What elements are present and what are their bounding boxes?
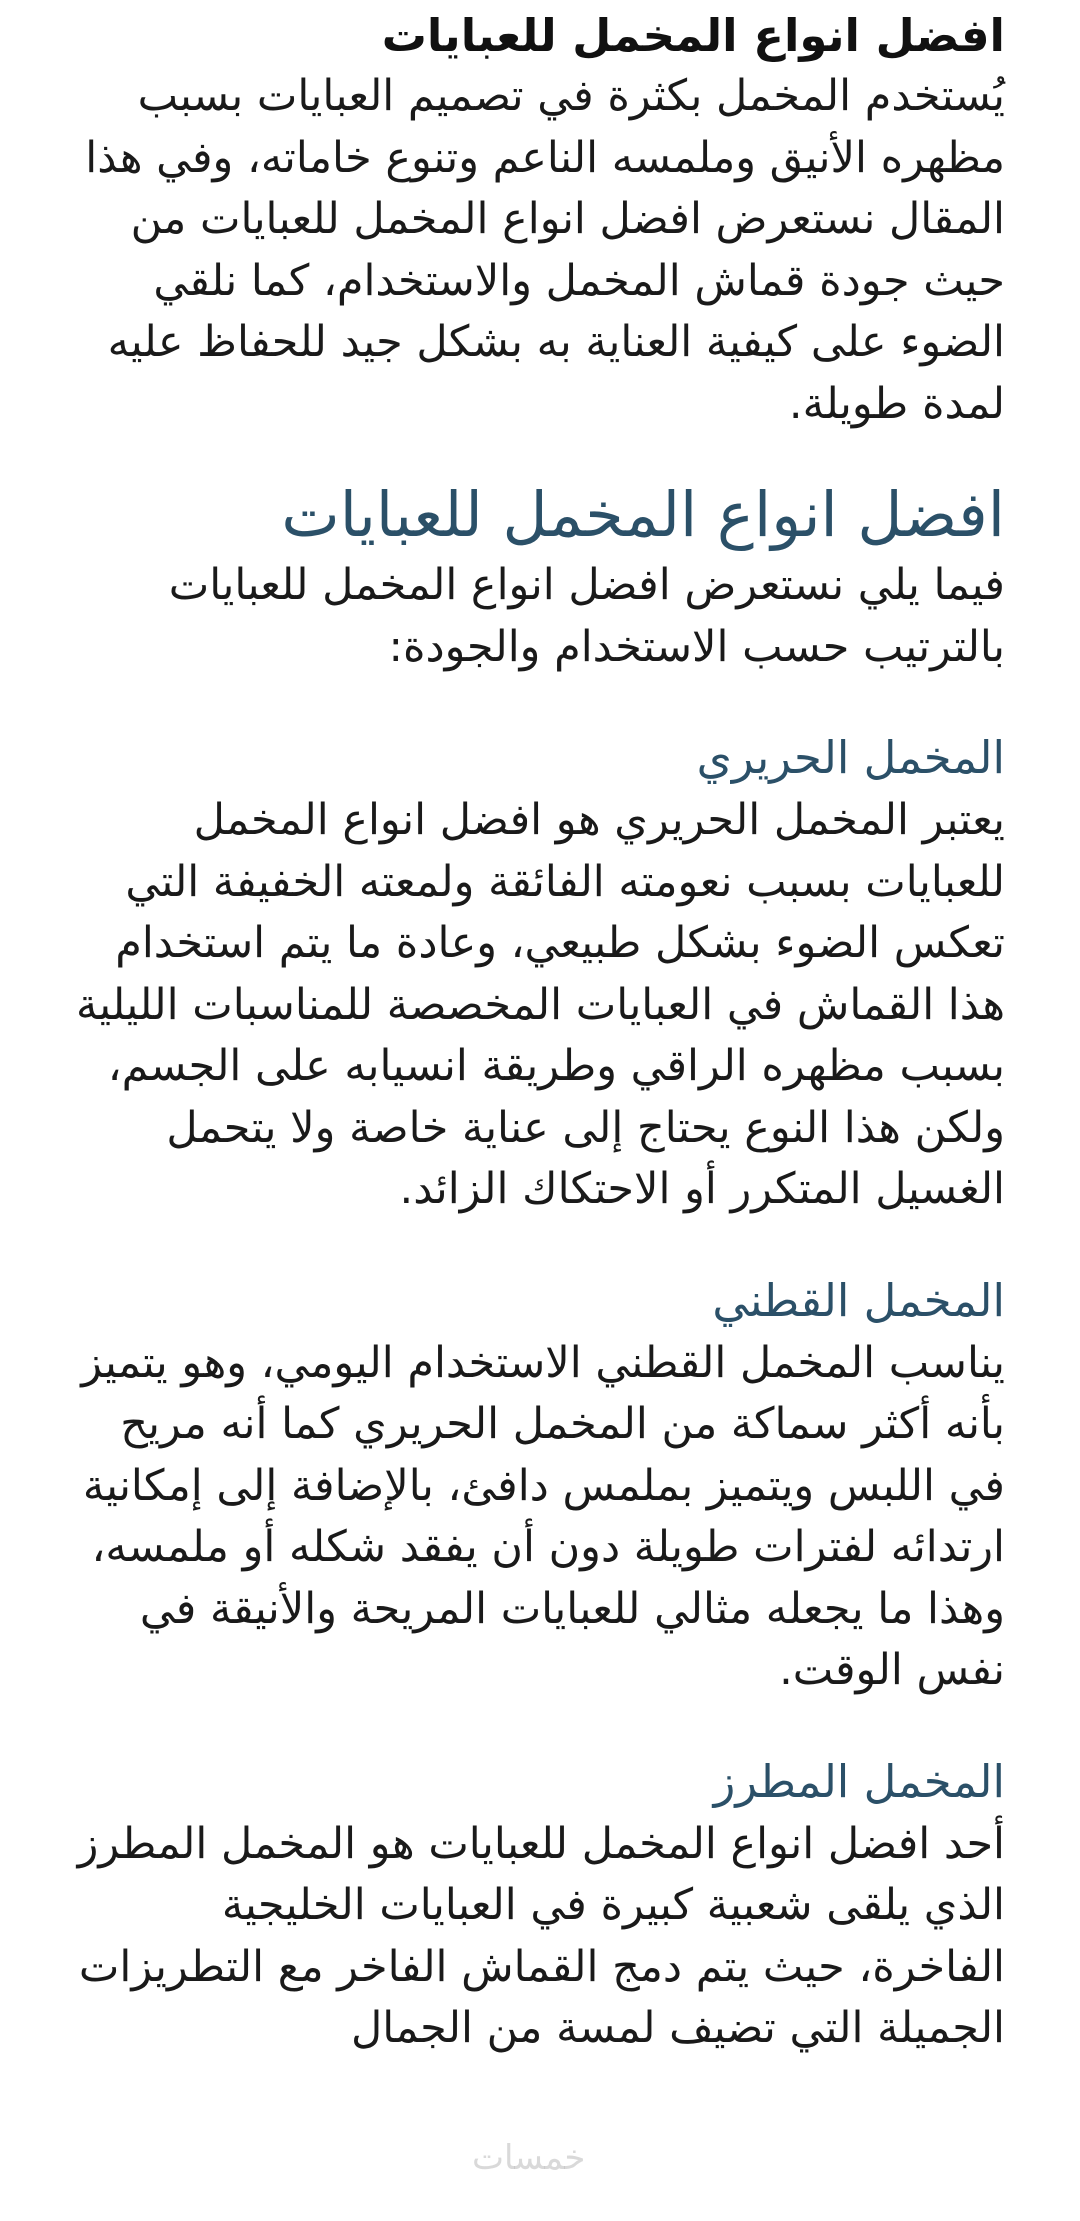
intro-paragraph: يُستخدم المخمل بكثرة في تصميم العبايات بسبب مظهره الأنيق وملمسه الناعم وتنوع خاماته، وفي هذا المقال نستعرض افضل انواع المخمل للعبايات من حيث جودة قماش المخمل والاستخدام، كما نلقي الضوء على كيفية العناية به بشكل جيد للحفاظ عليه لمدة طويلة. — [85, 71, 1005, 429]
article-content — [75, 0, 1005, 2060]
subsection-heading-silk-velvet: المخمل الحريري — [696, 731, 1005, 784]
site-watermark: خمسات — [472, 2138, 586, 2178]
subsection-heading-embroidered-velvet: المخمل المطرز — [713, 1754, 1005, 1808]
section-heading: افضل انواع المخمل للعبايات — [281, 478, 1005, 551]
article-title: افضل انواع المخمل للعبايات — [381, 9, 1005, 62]
subsection-body-silk-velvet: يعتبر المخمل الحريري هو افضل انواع المخمل للعبايات بسبب نعومته الفائقة ولمعته الخفيفة التي تعكس الضوء بشكل طبيعي، وعادة ما يتم استخدام هذا القماش في العبايات المخصصة للمناسبات الليلية بسبب مظهره الراقي وطريقة انسيابه على الجسم، ولكن هذا النوع يحتاج إلى عناية خاصة ولا يتحمل الغسيل المتكرر أو الاحتكاك الزائد. — [76, 795, 1005, 1214]
section-lead-paragraph: فيما يلي نستعرض افضل انواع المخمل للعبايات بالترتيب حسب الاستخدام والجودة: — [168, 560, 1005, 672]
subsection-heading-cotton-velvet: المخمل القطني — [712, 1273, 1005, 1327]
subsection-body-embroidered-velvet: أحد افضل انواع المخمل للعبايات هو المخمل المطرز الذي يلقى شعبية كبيرة في العبايات الخليجية الفاخرة، حيث يتم دمج القماش الفاخر مع التطريزات الجميلة التي تضيف لمسة من الجمال — [77, 1818, 1005, 2053]
subsection-body-cotton-velvet: يناسب المخمل القطني الاستخدام اليومي، وهو يتميز بأنه أكثر سماكة من المخمل الحريري كما أنه مريح في اللبس ويتميز بملمس دافئ، بالإضافة إلى إمكانية ارتدائه لفترات طويلة دون أن يفقد شكله أو ملمسه، وهذا ما يجعله مثالي للعبايات المريحة والأنيقة في نفس الوقت. — [81, 1337, 1005, 1695]
